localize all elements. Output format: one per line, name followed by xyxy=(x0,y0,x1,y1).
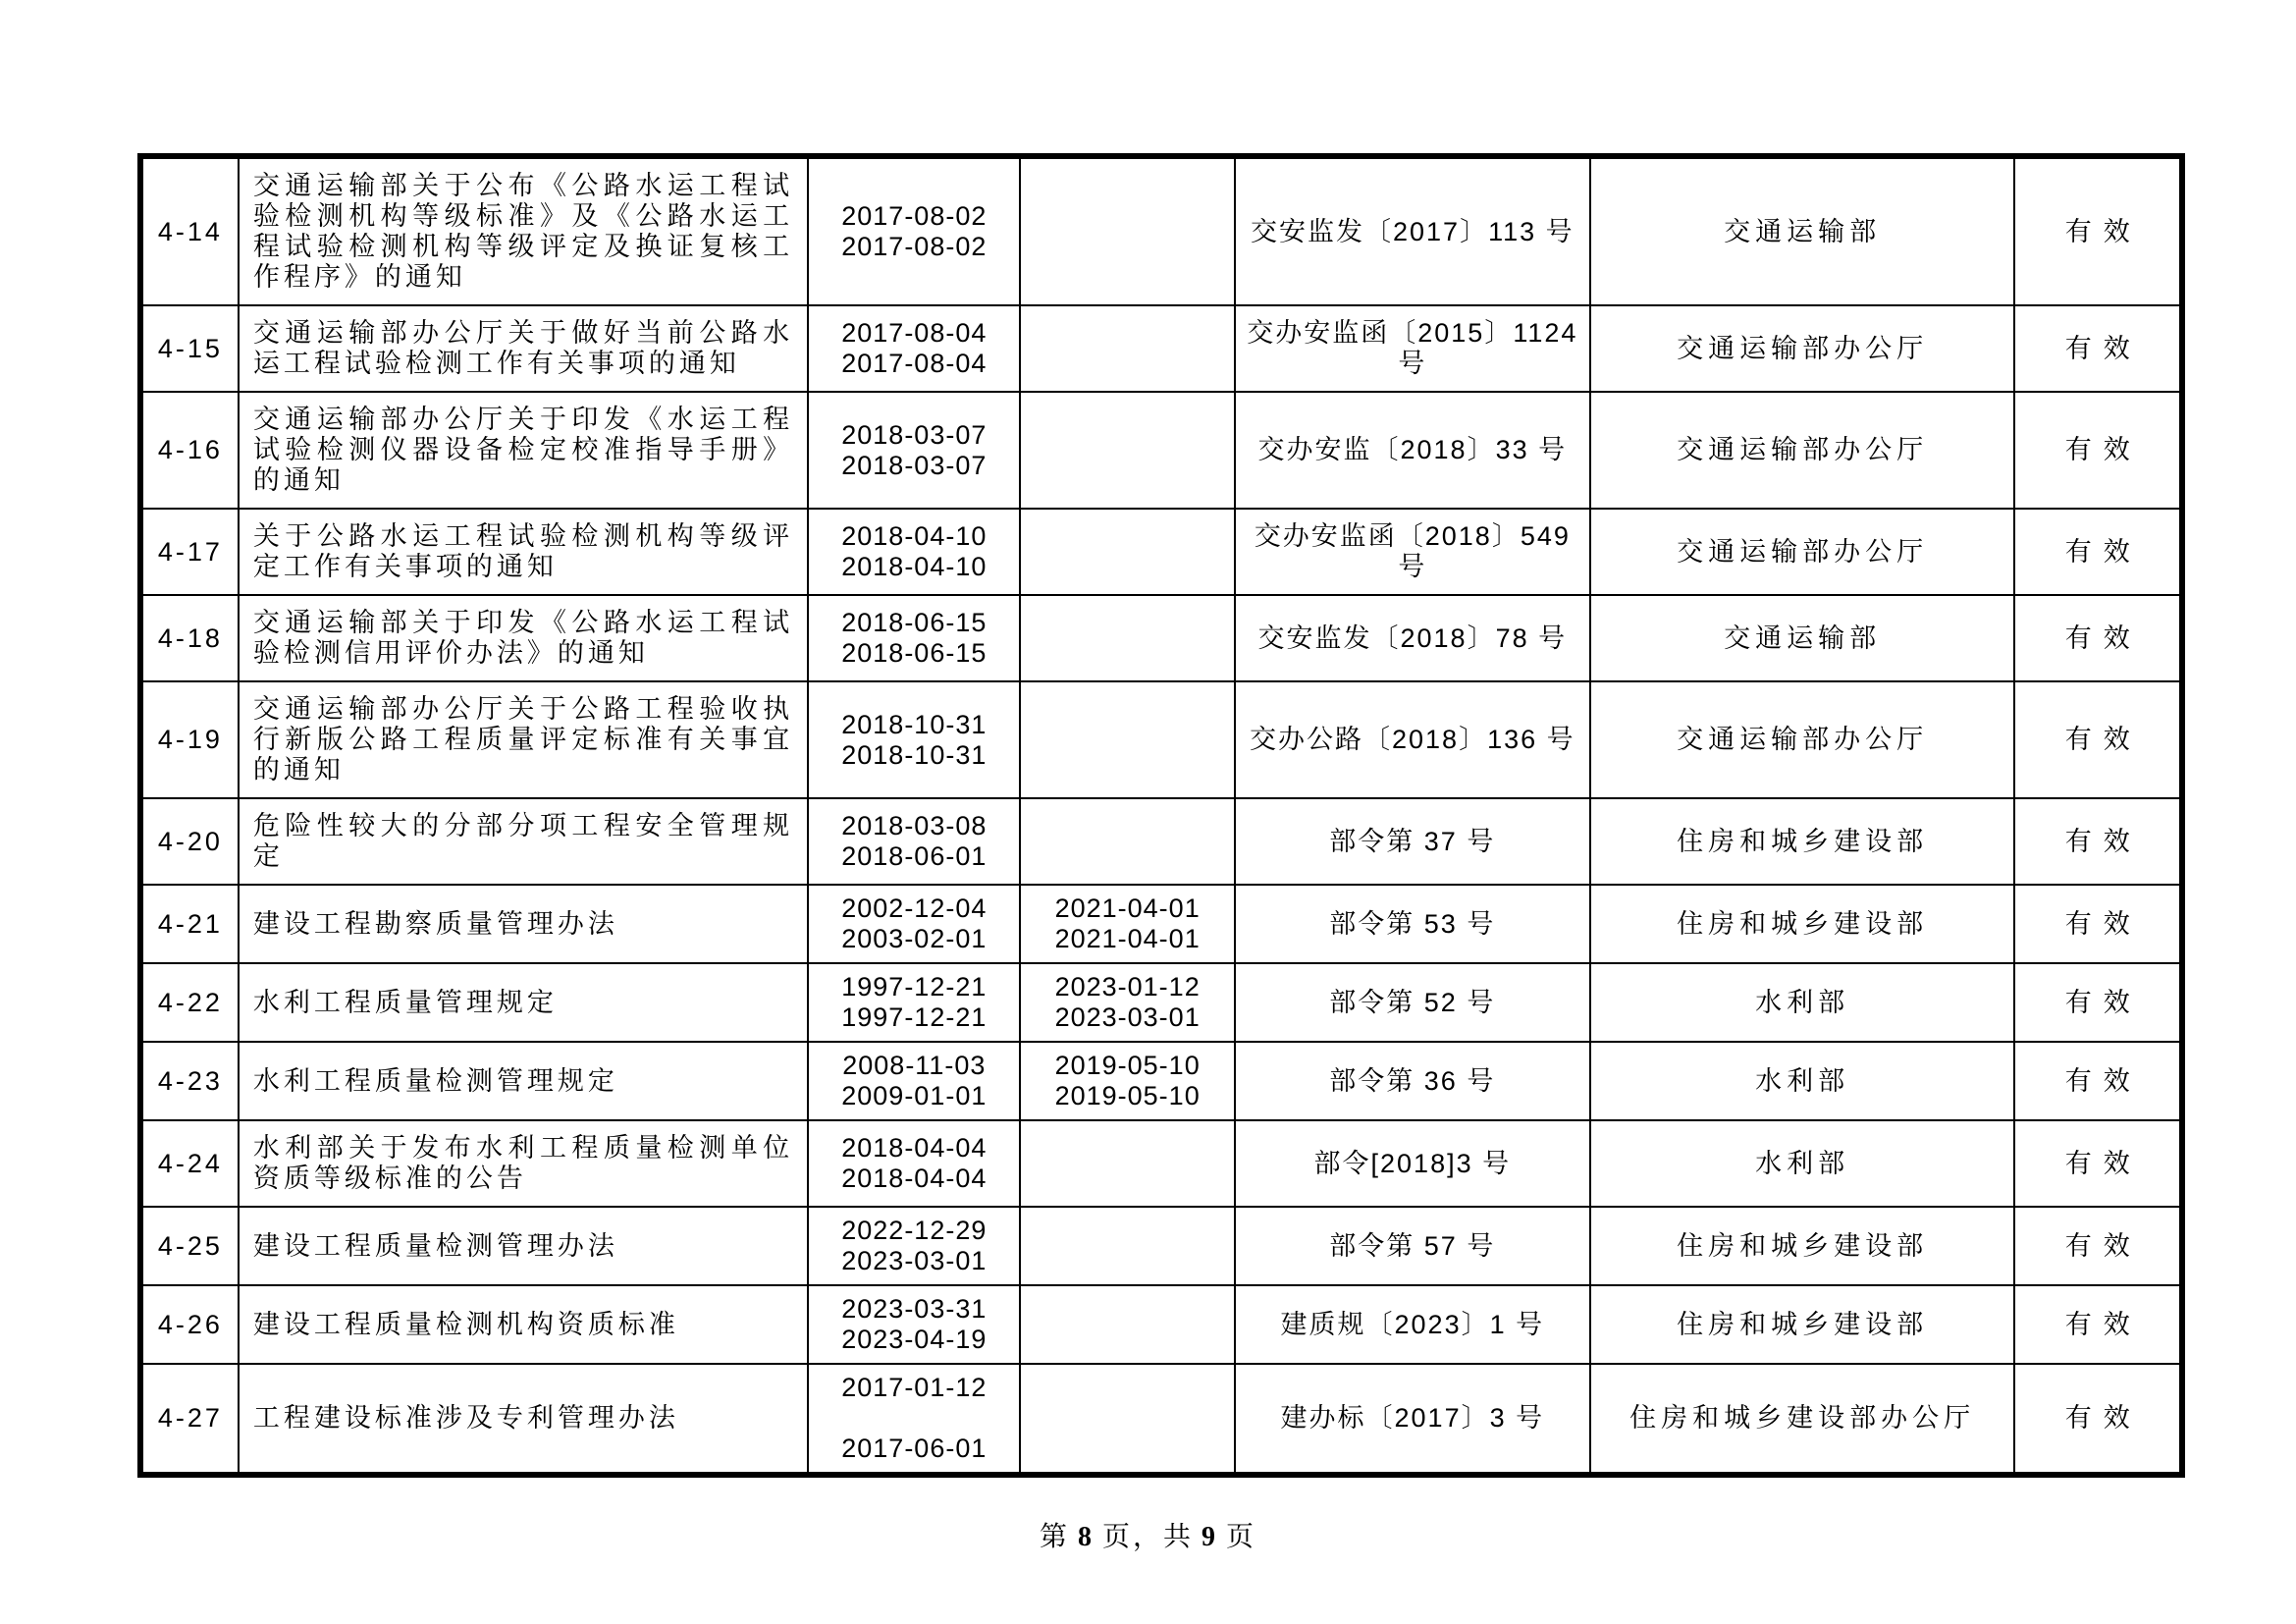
date-line: 2018-06-01 xyxy=(841,841,988,871)
table-row xyxy=(140,1120,2182,1207)
row-doc-number: 部令第 37 号 xyxy=(1235,798,1590,885)
row-doc-number: 建办标〔2017〕3 号 xyxy=(1235,1364,1590,1475)
row-doc-number: 交办安监函〔2018〕549 号 xyxy=(1235,509,1590,595)
table-row xyxy=(140,885,2182,963)
date-line: 2017-01-12 xyxy=(841,1373,988,1402)
date-line: 2017-08-04 xyxy=(841,318,988,348)
row-doc-number: 部令[2018]3 号 xyxy=(1235,1120,1590,1207)
date-line: 2023-04-19 xyxy=(841,1325,988,1354)
row-doc-number: 部令第 36 号 xyxy=(1235,1042,1590,1120)
row-revision-dates xyxy=(1020,798,1234,885)
row-title: 工程建设标准涉及专利管理办法 xyxy=(239,1364,808,1475)
table-row xyxy=(140,156,2182,305)
row-revision-dates xyxy=(1020,509,1234,595)
row-title: 交通运输部办公厅关于做好当前公路水运工程试验检测工作有关事项的通知 xyxy=(239,305,808,392)
row-issuing-authority: 住房和城乡建设部 xyxy=(1590,1285,2015,1364)
date-line: 2023-03-31 xyxy=(841,1294,988,1324)
row-revision-dates xyxy=(1020,595,1234,681)
row-status-badge: 有效 xyxy=(2014,1120,2182,1207)
row-issuing-authority: 交通运输部办公厅 xyxy=(1590,392,2015,509)
row-doc-number: 部令第 52 号 xyxy=(1235,963,1590,1042)
row-issuing-authority: 水利部 xyxy=(1590,1120,2015,1207)
date-line: 2017-08-02 xyxy=(841,201,988,231)
row-revision-dates xyxy=(1020,392,1234,509)
table-row xyxy=(140,1042,2182,1120)
date-line: 2018-04-10 xyxy=(841,552,988,581)
row-status-badge: 有效 xyxy=(2014,1207,2182,1285)
row-id: 4-15 xyxy=(140,305,239,392)
row-status-badge: 有效 xyxy=(2014,798,2182,885)
table-row xyxy=(140,1285,2182,1364)
date-line xyxy=(811,1403,1017,1434)
row-id: 4-16 xyxy=(140,392,239,509)
row-doc-number: 交安监发〔2017〕113 号 xyxy=(1235,156,1590,305)
row-publish-dates xyxy=(808,681,1020,798)
row-publish-dates xyxy=(808,156,1020,305)
row-doc-number: 建质规〔2023〕1 号 xyxy=(1235,1285,1590,1364)
row-publish-dates xyxy=(808,392,1020,509)
row-title: 水利部关于发布水利工程质量检测单位资质等级标准的公告 xyxy=(239,1120,808,1207)
row-id: 4-20 xyxy=(140,798,239,885)
row-doc-number: 部令第 57 号 xyxy=(1235,1207,1590,1285)
row-id: 4-18 xyxy=(140,595,239,681)
row-issuing-authority: 住房和城乡建设部 xyxy=(1590,798,2015,885)
row-issuing-authority: 住房和城乡建设部办公厅 xyxy=(1590,1364,2015,1475)
table-row xyxy=(140,798,2182,885)
date-line: 2017-08-04 xyxy=(841,349,988,378)
row-issuing-authority: 交通运输部办公厅 xyxy=(1590,509,2015,595)
row-revision-dates xyxy=(1020,305,1234,392)
row-status-badge: 有效 xyxy=(2014,1042,2182,1120)
date-line: 2017-08-02 xyxy=(841,232,988,261)
row-publish-dates xyxy=(808,595,1020,681)
row-issuing-authority: 交通运输部办公厅 xyxy=(1590,305,2015,392)
row-issuing-authority: 住房和城乡建设部 xyxy=(1590,885,2015,963)
table-row xyxy=(140,963,2182,1042)
date-line: 2018-04-04 xyxy=(841,1164,988,1193)
row-status-badge: 有效 xyxy=(2014,392,2182,509)
row-doc-number: 交安监发〔2018〕78 号 xyxy=(1235,595,1590,681)
date-line: 2018-10-31 xyxy=(841,709,988,739)
row-title: 危险性较大的分部分项工程安全管理规定 xyxy=(239,798,808,885)
table-row xyxy=(140,681,2182,798)
row-revision-dates xyxy=(1020,1364,1234,1475)
row-title: 建设工程质量检测管理办法 xyxy=(239,1207,808,1285)
footer-infix: 页，共 xyxy=(1101,1522,1194,1552)
date-line: 2018-04-10 xyxy=(841,521,988,551)
row-publish-dates xyxy=(808,1207,1020,1285)
date-line: 2018-06-15 xyxy=(841,638,988,668)
table-body xyxy=(140,156,2182,1475)
date-line: 2017-06-01 xyxy=(841,1434,988,1463)
table-row xyxy=(140,1207,2182,1285)
footer-prefix: 第 xyxy=(1039,1522,1070,1552)
row-title: 水利工程质量检测管理规定 xyxy=(239,1042,808,1120)
row-publish-dates xyxy=(808,305,1020,392)
row-publish-dates xyxy=(808,1364,1020,1475)
date-line: 1997-12-21 xyxy=(841,972,988,1001)
row-status-badge: 有效 xyxy=(2014,305,2182,392)
row-status-badge: 有效 xyxy=(2014,963,2182,1042)
date-line: 2023-01-12 xyxy=(1054,972,1201,1001)
row-status-badge: 有效 xyxy=(2014,595,2182,681)
row-doc-number: 部令第 53 号 xyxy=(1235,885,1590,963)
regulations-table xyxy=(137,153,2185,1478)
date-line: 2018-03-07 xyxy=(841,450,988,480)
date-line: 2018-04-04 xyxy=(841,1133,988,1163)
date-line: 2023-03-01 xyxy=(841,1246,988,1275)
row-title: 交通运输部关于印发《公路水运工程试验检测信用评价办法》的通知 xyxy=(239,595,808,681)
row-publish-dates xyxy=(808,963,1020,1042)
row-publish-dates xyxy=(808,798,1020,885)
row-revision-dates xyxy=(1020,1120,1234,1207)
row-publish-dates xyxy=(808,1285,1020,1364)
row-status-badge: 有效 xyxy=(2014,156,2182,305)
footer-page-number: 8 xyxy=(1077,1522,1095,1552)
table-row xyxy=(140,509,2182,595)
row-id: 4-27 xyxy=(140,1364,239,1475)
date-line: 2018-03-07 xyxy=(841,419,988,450)
date-line: 2018-06-15 xyxy=(841,608,988,637)
row-publish-dates xyxy=(808,1042,1020,1120)
date-line: 2009-01-01 xyxy=(841,1081,988,1110)
row-status-badge: 有效 xyxy=(2014,1364,2182,1475)
date-line: 2018-10-31 xyxy=(841,739,988,770)
row-issuing-authority: 交通运输部 xyxy=(1590,595,2015,681)
date-line: 2003-02-01 xyxy=(841,924,988,953)
row-doc-number: 交办安监函〔2015〕1124 号 xyxy=(1235,305,1590,392)
table-row xyxy=(140,595,2182,681)
row-id: 4-26 xyxy=(140,1285,239,1364)
row-revision-dates xyxy=(1020,885,1234,963)
row-revision-dates xyxy=(1020,681,1234,798)
row-status-badge: 有效 xyxy=(2014,681,2182,798)
date-line: 2021-04-01 xyxy=(1054,893,1201,923)
row-status-badge: 有效 xyxy=(2014,509,2182,595)
row-id: 4-24 xyxy=(140,1120,239,1207)
row-id: 4-25 xyxy=(140,1207,239,1285)
date-line: 2019-05-10 xyxy=(1054,1081,1201,1110)
page-footer xyxy=(0,1515,2296,1554)
row-publish-dates xyxy=(808,1120,1020,1207)
row-id: 4-21 xyxy=(140,885,239,963)
footer-suffix: 页 xyxy=(1226,1522,1257,1552)
date-line: 2008-11-03 xyxy=(842,1051,987,1080)
row-title: 水利工程质量管理规定 xyxy=(239,963,808,1042)
table-row xyxy=(140,392,2182,509)
date-line: 2021-04-01 xyxy=(1054,924,1201,953)
row-revision-dates xyxy=(1020,963,1234,1042)
row-revision-dates xyxy=(1020,1207,1234,1285)
row-issuing-authority: 交通运输部 xyxy=(1590,156,2015,305)
row-status-badge: 有效 xyxy=(2014,885,2182,963)
row-title: 交通运输部关于公布《公路水运工程试验检测机构等级标准》及《公路水运工程试验检测机构等级评定及换证复核工作程序》的通知 xyxy=(239,156,808,305)
row-id: 4-23 xyxy=(140,1042,239,1120)
row-id: 4-22 xyxy=(140,963,239,1042)
row-title: 交通运输部办公厅关于公路工程验收执行新版公路工程质量评定标准有关事宜的通知 xyxy=(239,681,808,798)
table-row xyxy=(140,1364,2182,1475)
row-title: 建设工程质量检测机构资质标准 xyxy=(239,1285,808,1364)
row-title: 交通运输部办公厅关于印发《水运工程试验检测仪器设备检定校准指导手册》的通知 xyxy=(239,392,808,509)
row-id: 4-17 xyxy=(140,509,239,595)
date-line: 2018-03-08 xyxy=(841,811,988,840)
date-line: 2019-05-10 xyxy=(1054,1051,1201,1080)
row-id: 4-14 xyxy=(140,156,239,305)
date-line: 1997-12-21 xyxy=(841,1002,988,1032)
row-publish-dates xyxy=(808,885,1020,963)
row-revision-dates xyxy=(1020,156,1234,305)
row-issuing-authority: 住房和城乡建设部 xyxy=(1590,1207,2015,1285)
table-row xyxy=(140,305,2182,392)
row-title: 关于公路水运工程试验检测机构等级评定工作有关事项的通知 xyxy=(239,509,808,595)
date-line: 2022-12-29 xyxy=(841,1216,988,1245)
footer-total-pages: 9 xyxy=(1201,1522,1218,1552)
row-doc-number: 交办公路〔2018〕136 号 xyxy=(1235,681,1590,798)
row-id: 4-19 xyxy=(140,681,239,798)
row-revision-dates xyxy=(1020,1042,1234,1120)
row-doc-number: 交办安监〔2018〕33 号 xyxy=(1235,392,1590,509)
date-line: 2023-03-01 xyxy=(1054,1002,1201,1032)
date-line: 2002-12-04 xyxy=(841,893,988,923)
row-status-badge: 有效 xyxy=(2014,1285,2182,1364)
row-revision-dates xyxy=(1020,1285,1234,1364)
row-title: 建设工程勘察质量管理办法 xyxy=(239,885,808,963)
row-publish-dates xyxy=(808,509,1020,595)
row-issuing-authority: 交通运输部办公厅 xyxy=(1590,681,2015,798)
row-issuing-authority: 水利部 xyxy=(1590,1042,2015,1120)
row-issuing-authority: 水利部 xyxy=(1590,963,2015,1042)
